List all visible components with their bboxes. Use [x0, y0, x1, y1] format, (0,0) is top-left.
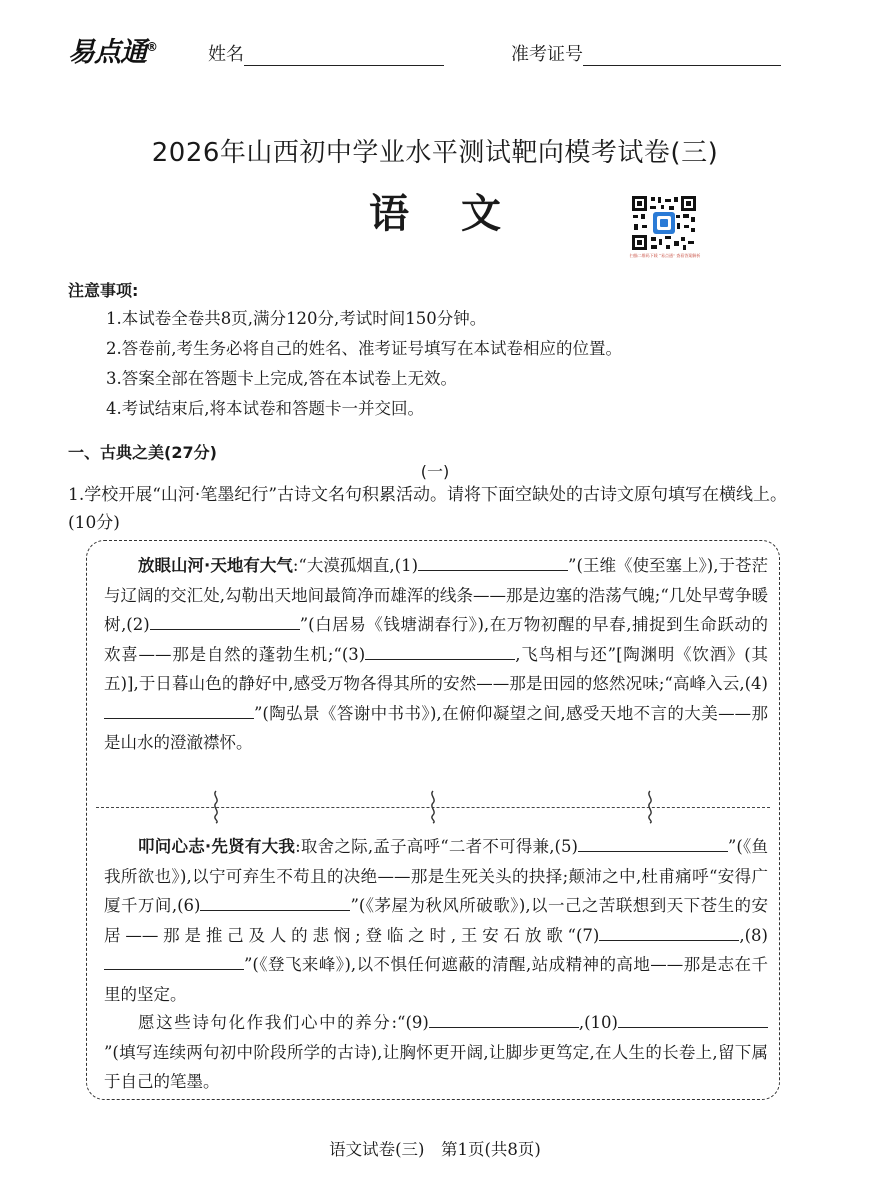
brand-logo: 易点通® [68, 37, 157, 68]
answer-blank-8[interactable] [104, 951, 244, 970]
paragraph-lead: 叩问心志·先贤有大我 [138, 837, 296, 856]
notice-item: 1.本试卷全卷共8页,满分120分,考试时间150分钟。 [106, 309, 487, 328]
chain-link-icon [428, 790, 438, 824]
qr-caption: 扫描二维码下载 “易点通” 查看答案解析 [629, 253, 701, 258]
answer-blank-9[interactable] [429, 1009, 579, 1028]
answer-blank-6[interactable] [200, 892, 350, 911]
name-underline[interactable] [244, 45, 444, 66]
exam-id-underline[interactable] [583, 45, 781, 66]
notice-item: 3.答案全部在答题卡上完成,答在本试卷上无效。 [106, 369, 457, 388]
paragraph-landscapes: 放眼山河·天地有大气:“大漠孤烟直,(1) ”(王维《使至塞上》),于苍茫与辽阔的交汇处,勾勒出天地间最简净而雄浑的线条——那是边塞的浩荡气魄;“几处早莺争暖树,(2) ”(白居易《钱塘湖春行》),在万物初醒的早春,捕捉到生命跃动的欢喜——那是自然的蓬勃生机;“(3) ,飞鸟相与还”[陶渊明《饮酒》(其五)],于日暮山色的静好中,感受万物各得其所的安然——那是田园的悠然况味;“高峰入云,(4)”(陶弘景《答谢中书书》),在俯仰凝望之间,感受天地不言的大美——那是山水的澄澈襟怀。 [104, 551, 768, 758]
chain-link-icon [211, 790, 221, 824]
exam-title: 2026年山西初中学业水平测试靶向模考试卷(三) [151, 138, 719, 168]
answer-blank-10[interactable] [618, 1009, 768, 1028]
answer-blank-2[interactable] [150, 611, 300, 630]
notice-item: 2.答卷前,考生务必将自己的姓名、准考证号填写在本试卷相应的位置。 [106, 339, 622, 358]
question-1-prompt: 1.学校开展“山河·笔墨纪行”古诗文名句积累活动。请将下面空缺处的古诗文原句填写在横线上。(10分) [68, 485, 788, 533]
notice-item: 4.考试结束后,将本试卷和答题卡一并交回。 [106, 399, 424, 418]
subject-title: 语文 [369, 190, 553, 237]
name-label: 姓名 [208, 44, 244, 65]
notice-heading: 注意事项: [68, 281, 139, 300]
paragraph-conclusion: 愿这些诗句化作我们心中的养分:“(9) ,(10)”(填写连续两句初中阶段所学的古诗),让胸怀更开阔,让脚步更笃定,在人生的长卷上,留下属于自己的笔墨。 [104, 1008, 768, 1097]
answer-blank-5[interactable] [578, 833, 728, 852]
answer-blank-1[interactable] [418, 552, 568, 571]
name-field[interactable] [208, 40, 444, 66]
exam-id-label: 准考证号 [511, 44, 583, 65]
qr-code-icon[interactable] [631, 195, 697, 251]
paragraph-aspirations: 叩问心志·先贤有大我:取舍之际,孟子高呼“二者不可得兼,(5) ”(《鱼我所欲也》),以宁可弃生不苟且的决绝——那是生死关头的抉择;颠沛之中,杜甫痛呼“安得广厦千万间,(6) ”(《茅屋为秋风所破歌》),以一己之苦联想到天下苍生的安居——那是推己及人的悲悯;登临之时,王安石放歌“(7) ,(8)”(《登飞来峰》),以不惧任何遮蔽的清醒,站成精神的高地——那是志在千里的坚定。 [104, 832, 768, 1009]
answer-blank-4[interactable] [104, 700, 254, 719]
exam-id-field[interactable] [511, 40, 781, 66]
section-heading: 一、古典之美(27分) [68, 443, 217, 462]
paragraph-lead: 放眼山河·天地有大气 [138, 556, 293, 575]
answer-blank-3[interactable] [365, 641, 515, 660]
subsection-number: (一) [420, 462, 450, 481]
answer-blank-7[interactable] [599, 922, 739, 941]
chain-link-icon [645, 790, 655, 824]
page-footer: 语文试卷(三) 第1页(共8页) [329, 1140, 541, 1159]
